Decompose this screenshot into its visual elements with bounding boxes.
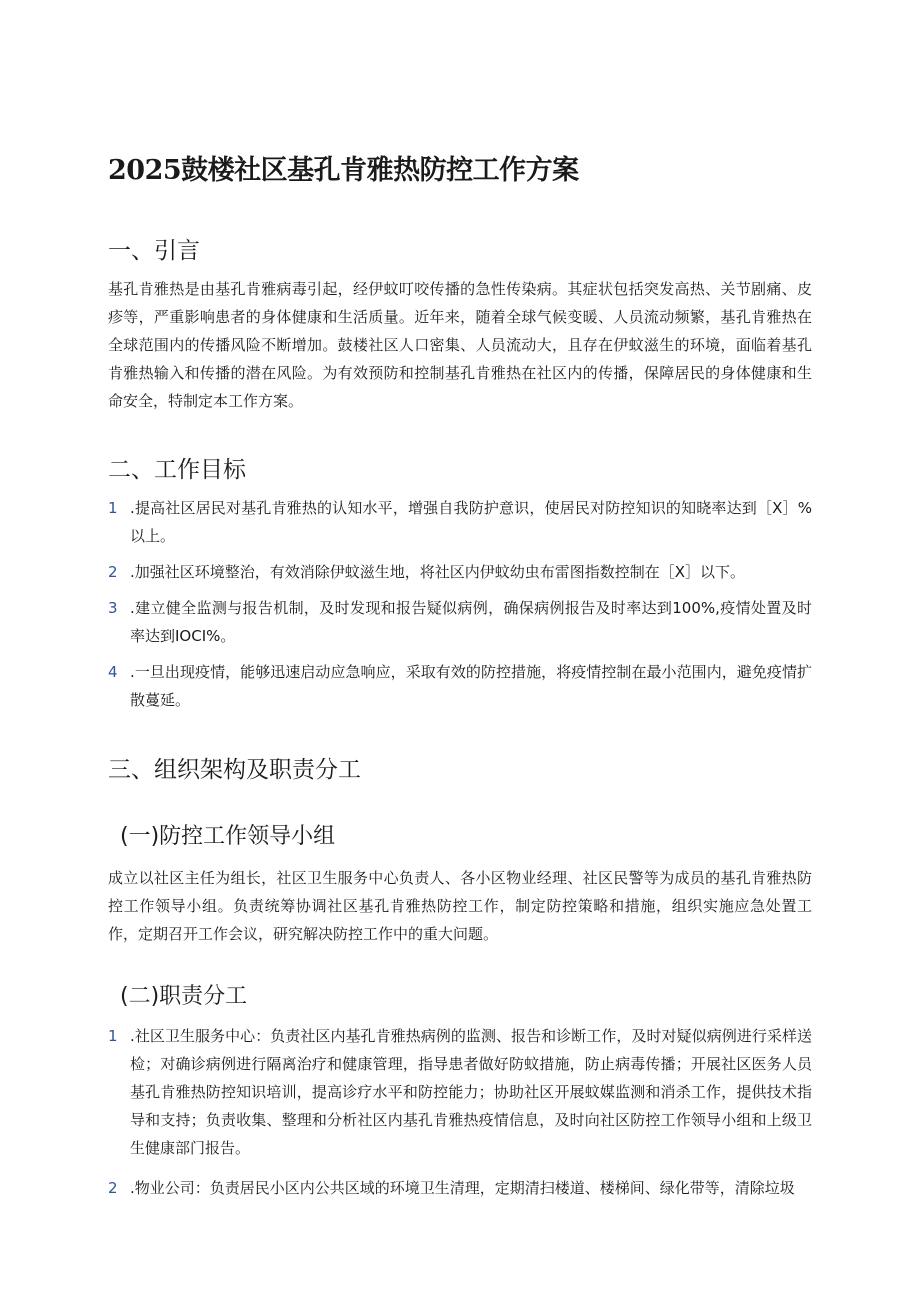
list-number: 2: [108, 563, 118, 581]
intro-paragraph: 基孔肯雅热是由基孔肯雅病毒引起，经伊蚊叮咬传播的急性传染病。其症状包括突发高热、关节剧痛、皮疹等，严重影响患者的身体健康和生活质量。近年来，随着全球气候变暖、人员流动频繁，基孔肯雅热在全球范围内的传播风险不断增加。鼓楼社区人口密集、人员流动大，且存在伊蚊滋生的环境，面临着基孔肯雅热输入和传播的潜在风险。为有效预防和控制基孔肯雅热在社区内的传播，保障居民的身体健康和生命安全，特制定本工作方案。: [108, 280, 812, 410]
list-number: 4: [108, 663, 118, 681]
list-text: .提高社区居民对基孔肯雅热的认知水平，增强自我防护意识，使居民对防控知识的知晓率达到［X］%以上。: [130, 499, 812, 545]
list-text: .一旦出现疫情，能够迅速启动应急响应，采取有效的防控措施，将疫情控制在最小范围内，避免疫情扩散蔓延。: [130, 663, 812, 709]
goal-item-2: [108, 558, 812, 586]
list-number: 2: [108, 1179, 118, 1197]
document-title: 2025鼓楼社区基孔肯雅热防控工作方案: [108, 155, 579, 186]
section-heading-goals: 二、工作目标: [108, 457, 246, 483]
list-text: .建立健全监测与报告机制，及时发现和报告疑似病例，确保病例报告及时率达到100%,疫情处置及时率达到IOCI%。: [130, 599, 812, 645]
goal-item-1: [108, 494, 812, 550]
list-number: 1: [108, 499, 118, 517]
section-heading-intro: 一、引言: [108, 238, 200, 264]
list-text: .物业公司：负责居民小区内公共区域的环境卫生清理，定期清扫楼道、楼梯间、绿化带等，清除垃圾: [130, 1179, 795, 1197]
leadership-paragraph: 成立以社区主任为组长，社区卫生服务中心负责人、各小区物业经理、社区民警等为成员的基孔肯雅热防控工作领导小组。负责统筹协调社区基孔肯雅热防控工作，制定防控策略和措施，组织实施应急处置工作，定期召开工作会议，研究解决防控工作中的重大问题。: [108, 869, 812, 943]
list-number: 1: [108, 1027, 118, 1045]
list-number: 3: [108, 599, 118, 617]
subsection-heading-leadership: (一)防控工作领导小组: [120, 824, 336, 849]
duty-item-1: [108, 1022, 812, 1162]
goal-item-3: [108, 594, 812, 650]
list-text: .社区卫生服务中心：负责社区内基孔肯雅热病例的监测、报告和诊断工作，及时对疑似病例进行采样送检；对确诊病例进行隔离治疗和健康管理，指导患者做好防蚊措施，防止病毒传播；开展社区医务人员基孔肯雅热防控知识培训，提高诊疗水平和防控能力；协助社区开展蚊媒监测和消杀工作，提供技术指导和支持；负责收集、整理和分析社区内基孔肯雅热疫情信息，及时向社区防控工作领导小组和上级卫生健康部门报告。: [130, 1027, 812, 1157]
section-heading-org: 三、组织架构及职责分工: [108, 757, 361, 783]
duty-item-2: [108, 1174, 812, 1202]
goal-item-4: [108, 658, 812, 714]
subsection-heading-duties: (二)职责分工: [120, 984, 248, 1009]
list-text: .加强社区环境整治，有效消除伊蚊滋生地，将社区内伊蚊幼虫布雷图指数控制在［X］以下。: [130, 563, 746, 581]
